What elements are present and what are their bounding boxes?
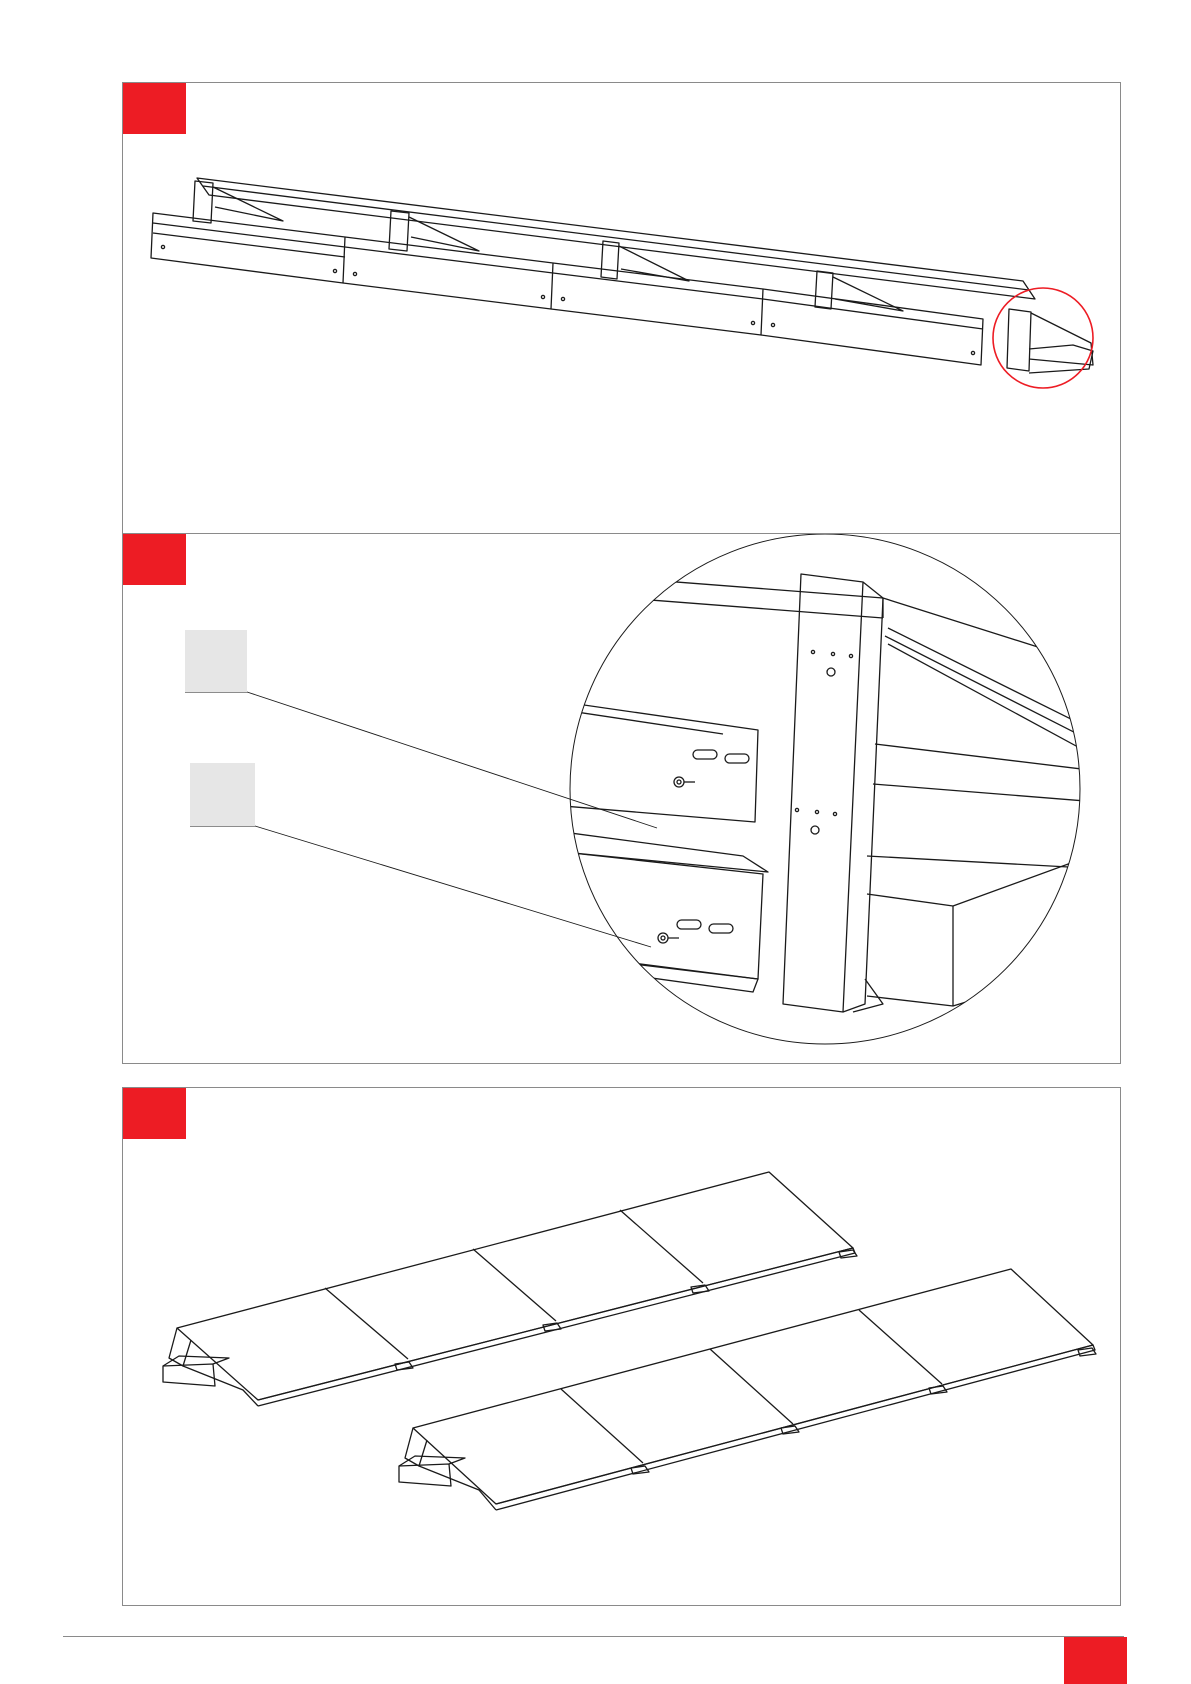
footer-divider (63, 1636, 1124, 1637)
rail-assembly-illustration (123, 83, 1122, 535)
bracket-detail-illustration (123, 534, 1122, 1065)
completed-rows-illustration (123, 1088, 1122, 1607)
callout-part-2 (190, 763, 255, 826)
step-panel-2 (122, 533, 1121, 1064)
step-panel-3 (122, 1087, 1121, 1606)
step-panel-1 (122, 82, 1121, 534)
callout-part-1 (185, 630, 247, 692)
page-number-badge (1064, 1637, 1127, 1684)
